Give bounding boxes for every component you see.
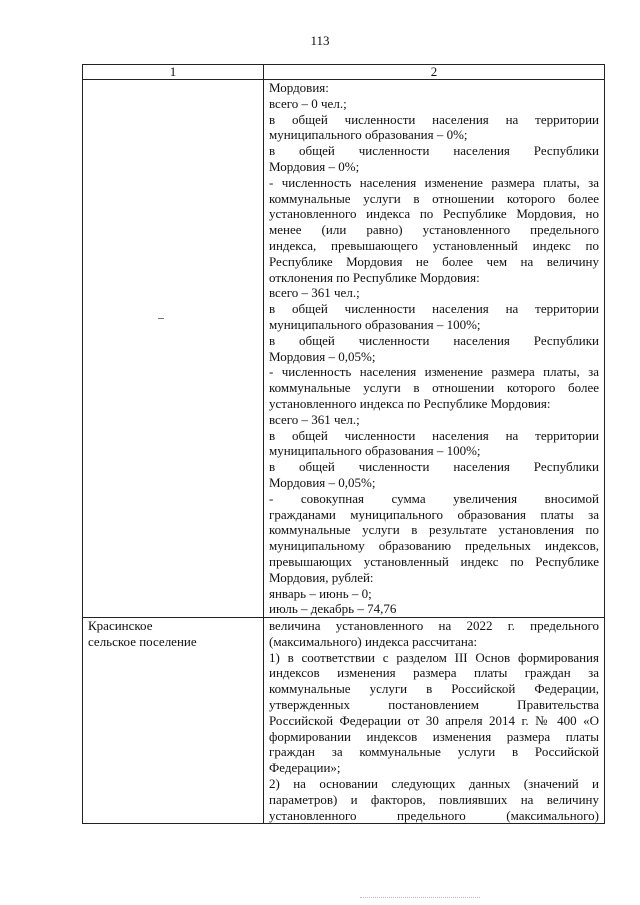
cell-line: коммунальные услуги в Российской Федерации, [269,681,599,697]
cell-line: Республике Мордовия не более чем на величину [269,253,599,269]
cell-line: 2) на основании следующих данных (значений и [269,776,599,792]
cell-line: муниципального образования – 0%; [269,127,468,143]
cell-line: (максимального) индекса рассчитана: [269,633,478,649]
cell-line: всего – 0 чел.; [269,95,347,111]
row-2-col-2 [264,618,605,824]
cell-line: муниципального образования – 100%; [269,443,481,459]
cell-line: коммунальные услуги в результате установления по [269,522,599,538]
cell-line: Мордовия, рублей: [269,569,374,585]
document-table [82,64,605,824]
table-header-row [83,65,605,80]
cell-line: установленного предельного (максимального) [269,807,599,823]
cell-line: утвержденных постановлением Правительства [269,697,599,713]
cell-line: - численность населения изменение размера платы, за [269,174,599,190]
cell-line: коммунальные услуги в отношении которого более [269,190,599,206]
cell-line: в общей численности населения на территории [269,301,599,317]
cell-line: - численность населения изменение размера платы, за [269,364,599,380]
cell-line: муниципального образования – 100%; [269,316,481,332]
cell-line: Российской Федерации от 30 апреля 2014 г. № 400 «О [269,712,599,728]
row-1-col-2 [264,80,605,618]
column-header-1: 1 [83,65,264,80]
cell-line: всего – 361 чел.; [269,411,360,427]
cell-line: параметров) и факторов, повлиявших на величину [269,791,599,807]
cell-line: величина установленного на 2022 г. предельного [269,618,599,634]
cell-line: в общей численности населения на территории [269,427,599,443]
cell-line: установленного индекса по Республике Мордовия, но [269,206,599,222]
table-row [83,618,605,824]
cell-line: - совокупная сумма увеличения вносимой [269,490,599,506]
cell-line: Мордовия – 0,05%; [269,474,376,490]
cell-line: отклонения по Республике Мордовия: [269,269,480,285]
cell-line: менее (или равно) установленного предельного [269,222,599,238]
cell-line: Красинское [88,618,153,634]
cell-line: коммунальные услуги в отношении которого более [269,380,599,396]
cell-line: Федерации»; [269,760,341,776]
cell-line: всего – 361 чел.; [269,285,360,301]
cell-line: граждан за коммунальные услуги в Российской [269,744,599,760]
row-1-col-1 [83,80,264,618]
cell-line: установленного индекса по Республике Мордовия: [269,395,551,411]
cell-line: индекса, превышающего установленный индекс по [269,237,599,253]
cell-line: в общей численности населения на территории [269,111,599,127]
row-2-col-1 [83,618,264,824]
cell-line: Мордовия – 0,05%; [269,348,376,364]
table-row [83,80,605,618]
cell-line: Мордовия: [269,80,329,95]
cell-line: в общей численности населения Республики [269,143,599,159]
cell-line: индексов изменения размера платы граждан за [269,665,599,681]
cell-line: формировании индексов изменения размера платы [269,728,599,744]
column-header-2: 2 [264,65,605,80]
page-number: 113 [310,33,330,48]
cell-line: сельское поселение [88,633,197,649]
cell-line: гражданами муниципального образования платы за [269,506,599,522]
cell-line: 1) в соответствии с разделом III Основ формирования [269,649,599,665]
cell-line: муниципальному образованию предельных индексов, [269,538,599,554]
cell-line: июль – декабрь – 74,76 [269,601,397,617]
cell-line: в общей численности населения Республики [269,459,599,475]
cell-line: Мордовия – 0%; [269,158,360,174]
margin-dash-mark [158,318,164,319]
cell-line: превышающих установленный индекс по Республике [269,553,599,569]
cell-line: январь – июнь – 0; [269,585,372,601]
cell-line: в общей численности населения Республики [269,332,599,348]
scan-artifact-line [360,897,480,899]
